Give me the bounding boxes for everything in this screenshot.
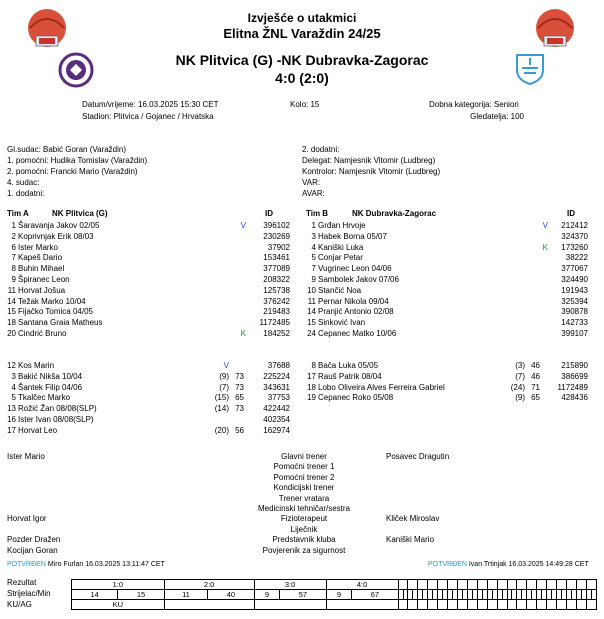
player-name: Stančić Noa xyxy=(318,285,362,295)
staff-role: Trener vratara xyxy=(278,493,330,503)
player-id: 324370 xyxy=(561,231,588,241)
player-number: 4 xyxy=(311,242,316,252)
ku-cell xyxy=(467,600,477,610)
player-name: Horvat Jošua xyxy=(18,285,66,295)
match-round: Kolo: 15 xyxy=(290,100,320,109)
player-id: 230269 xyxy=(263,231,290,241)
player-id: 422442 xyxy=(263,404,290,414)
player-name: Cindrić Bruno xyxy=(18,329,67,338)
sub-minute: 46 xyxy=(531,361,540,370)
player-name: Cepanec Matko 10/06 xyxy=(318,329,397,338)
ku-cell xyxy=(586,600,596,610)
staff-away-name: Kliček Miroslav xyxy=(386,514,440,524)
official-line: VAR: xyxy=(302,178,321,187)
scorer-cell: 9 xyxy=(326,590,352,600)
player-name: Šantek Filip 04/06 xyxy=(18,382,83,392)
player-mark: V xyxy=(223,361,229,370)
player-number: 12 xyxy=(7,361,16,370)
staff-role: Liječnik xyxy=(290,524,318,534)
player-name: Kaniški Luka xyxy=(318,242,364,252)
scorer-cell: 40 xyxy=(208,590,254,600)
player-number: 19 xyxy=(307,393,316,403)
player-name: Koprivnjak Erik 08/03 xyxy=(18,231,94,241)
player-name: Fijačko Tomica 04/05 xyxy=(18,307,93,317)
player-mark: (9) xyxy=(515,393,525,403)
result-cell xyxy=(408,580,418,590)
player-id: 153461 xyxy=(263,253,290,263)
report-title: Izvješće o utakmici xyxy=(247,11,357,25)
player-number: 18 xyxy=(7,318,16,328)
ku-cell xyxy=(566,600,576,610)
sub-minute: 65 xyxy=(531,393,540,403)
result-cell xyxy=(457,580,467,590)
player-number: 1 xyxy=(311,221,316,230)
player-number: 13 xyxy=(7,404,16,414)
ku-cell xyxy=(487,600,497,610)
stadium: Stadion: Plitvica / Gojanec / Hrvatska xyxy=(82,112,214,121)
ku-cell xyxy=(408,600,418,610)
ku-cell xyxy=(428,600,438,610)
confirm-home-label: POTVRĐEN xyxy=(7,561,46,568)
official-line: 2. pomoćni: Francki Mario (Varaždin) xyxy=(7,167,138,176)
sub-minute: 73 xyxy=(235,404,244,414)
player-mark: (14) xyxy=(214,404,229,414)
ku-cell xyxy=(497,600,507,610)
player-id: 173260 xyxy=(561,242,588,252)
player-name: Santana Graia Matheus xyxy=(18,318,103,328)
player-id: 162974 xyxy=(263,425,290,435)
result-cell xyxy=(398,580,408,590)
player-number: 9 xyxy=(311,275,316,284)
player-id: 343631 xyxy=(263,382,290,392)
player-id: 125738 xyxy=(263,285,290,295)
result-cell xyxy=(527,580,537,590)
player-id: 399107 xyxy=(561,329,588,338)
league-name: Elitna ŽNL Varaždin 24/25 xyxy=(223,26,381,41)
player-number: 7 xyxy=(311,264,316,274)
scorer-cell: 11 xyxy=(164,590,208,600)
official-line: 1. pomoćni: Hudika Tomislav (Varaždin) xyxy=(7,156,148,165)
staff-role: Povjerenik za sigurnost xyxy=(262,545,346,555)
player-number: 17 xyxy=(307,371,316,381)
player-number: 14 xyxy=(307,307,316,317)
player-number: 16 xyxy=(7,415,16,424)
official-line: 2. dodatni: xyxy=(302,145,340,154)
player-mark: K xyxy=(240,329,246,338)
ku-cell xyxy=(164,600,254,610)
staff-role: Glavni trener xyxy=(281,452,327,461)
ku-cell xyxy=(477,600,487,610)
result-cell xyxy=(477,580,487,590)
staff-away-name: Posavec Dragutin xyxy=(386,452,450,461)
row-label-ku: KU/AG xyxy=(7,600,32,609)
row-label-scorer: Strijelac/Min xyxy=(7,589,51,598)
ku-cell xyxy=(418,600,428,610)
player-id: 38222 xyxy=(565,253,588,263)
match-score: 4:0 (2:0) xyxy=(275,70,329,86)
staff-home-name: Kocijan Goran xyxy=(7,545,58,555)
player-number: 2 xyxy=(11,231,16,241)
league-logo-right xyxy=(530,6,580,54)
player-mark: V xyxy=(542,221,548,230)
player-name: Tkalčec Marko xyxy=(18,393,71,403)
scorer-cell: 9 xyxy=(254,590,280,600)
result-cell xyxy=(438,580,448,590)
league-logo-left xyxy=(22,6,72,54)
ku-cell xyxy=(457,600,467,610)
player-name: Cepanec Roko 05/08 xyxy=(318,393,394,403)
result-cell xyxy=(566,580,576,590)
player-name: Buhin Mihael xyxy=(18,264,65,274)
player-mark: (9) xyxy=(219,371,229,381)
player-name: Bakić Nikša 10/04 xyxy=(18,371,83,381)
player-number: 7 xyxy=(11,253,16,263)
result-cell xyxy=(557,580,567,590)
scorer-cell: 14 xyxy=(72,590,118,600)
scorer-cell xyxy=(591,590,596,600)
ku-cell xyxy=(517,600,527,610)
result-cell xyxy=(576,580,586,590)
ku-cell xyxy=(547,600,557,610)
ku-cell xyxy=(326,600,398,610)
player-id: 208322 xyxy=(263,275,290,284)
age-category: Dobna kategorija: Seniori xyxy=(429,100,519,109)
player-name: Težak Marko 10/04 xyxy=(18,296,86,306)
result-cell xyxy=(497,580,507,590)
player-mark: V xyxy=(240,221,246,230)
staff-home-name: Pozder Dražen xyxy=(7,535,61,545)
player-number: 18 xyxy=(307,382,316,392)
staff-role: Medicinski tehničar/sestra xyxy=(257,504,351,513)
player-name: Grđan Hrvoje xyxy=(318,221,366,230)
player-number: 9 xyxy=(11,275,16,284)
player-name: Conjar Petar xyxy=(318,253,363,263)
result-cell: 4:0 xyxy=(326,580,398,590)
player-mark: K xyxy=(542,242,548,252)
player-id: 215890 xyxy=(561,361,588,370)
scorer-cell: 67 xyxy=(352,590,398,600)
result-cell xyxy=(517,580,527,590)
player-id: 396102 xyxy=(263,221,290,230)
player-name: Sinković Ivan xyxy=(318,318,366,328)
player-name: Šaravanja Jakov 02/05 xyxy=(18,221,100,230)
result-cell xyxy=(507,580,517,590)
player-name: Bača Luka 05/05 xyxy=(318,361,379,370)
player-mark: (3) xyxy=(515,361,525,370)
player-name: Sambolek Jakov 07/06 xyxy=(318,275,399,284)
staff-home-name: Horvat Igor xyxy=(7,514,47,524)
confirm-home-text: Miro Furlan 16.03.2025 13:11:47 CET xyxy=(47,561,165,568)
ku-cell xyxy=(576,600,586,610)
player-mark: (7) xyxy=(515,371,525,381)
ku-cell: KU xyxy=(72,600,165,610)
staff-role: Kondicijski trener xyxy=(273,483,335,493)
result-cell xyxy=(547,580,557,590)
player-id: 402354 xyxy=(263,415,290,424)
player-mark: (7) xyxy=(219,382,229,392)
player-number: 11 xyxy=(307,296,316,306)
player-name: Rauš Patrik 08/04 xyxy=(318,371,382,381)
player-id: 428436 xyxy=(561,393,588,403)
team-b-label: Tim B xyxy=(306,209,329,218)
player-number: 3 xyxy=(311,231,316,241)
official-line: Gl.sudac: Babić Goran (Varaždin) xyxy=(7,145,127,154)
player-name: Horvat Leo xyxy=(18,425,58,435)
player-name: Pranjić Antonio 02/08 xyxy=(318,307,394,317)
ku-cell xyxy=(448,600,458,610)
staff-role: Predstavnik kluba xyxy=(272,535,336,545)
player-id: 37902 xyxy=(267,242,290,252)
player-id: 325394 xyxy=(561,296,588,306)
officials-right xyxy=(302,144,440,199)
player-id: 324490 xyxy=(561,275,588,284)
player-number: 5 xyxy=(311,253,316,263)
player-id: 37688 xyxy=(267,361,290,370)
match-datetime: Datum/vrijeme: 16.03.2025 15:30 CET xyxy=(82,100,219,109)
result-cell xyxy=(467,580,477,590)
player-id: 191943 xyxy=(561,285,588,295)
player-id: 225224 xyxy=(263,371,290,381)
player-id: 219483 xyxy=(263,307,290,317)
player-name: Pernar Nikola 09/04 xyxy=(318,296,389,306)
player-number: 3 xyxy=(11,371,16,381)
player-id: 1172485 xyxy=(259,318,290,328)
confirm-away-text: Ivan Trtinjak 16.03.2025 14:49:28 CET xyxy=(468,561,589,568)
sub-minute: 73 xyxy=(235,382,244,392)
sub-minute: 65 xyxy=(235,393,244,403)
player-id: 390878 xyxy=(561,307,588,317)
player-id: 1172489 xyxy=(557,382,588,392)
player-mark: (20) xyxy=(214,425,229,435)
player-name: Ister Marko xyxy=(18,242,59,252)
player-name: Rožić Žan 08/08(SLP) xyxy=(18,404,97,414)
player-number: 10 xyxy=(307,285,316,295)
result-cell: 2:0 xyxy=(164,580,254,590)
staff-role: Pomoćni trener 1 xyxy=(273,462,335,472)
ku-cell xyxy=(527,600,537,610)
player-id: 377089 xyxy=(263,264,290,274)
team-a-label: Tim A xyxy=(7,209,29,218)
ku-cell xyxy=(438,600,448,610)
confirm-home xyxy=(7,561,165,568)
result-cell xyxy=(418,580,428,590)
official-line: Kontrolor: Namjesnik Vitomir (Ludbreg) xyxy=(302,167,441,176)
result-cell xyxy=(537,580,547,590)
player-name: Kapeš Dario xyxy=(18,253,63,263)
player-number: 4 xyxy=(11,382,16,392)
result-cell: 3:0 xyxy=(254,580,326,590)
player-number: 15 xyxy=(307,318,316,328)
official-line: Delegat: Namjesnik Vitomir (Ludbreg) xyxy=(302,156,436,165)
ku-cell xyxy=(557,600,567,610)
player-name: Vugrinec Leon 04/06 xyxy=(318,264,392,274)
sub-minute: 73 xyxy=(235,371,244,381)
player-id: 212412 xyxy=(561,221,588,230)
player-number: 14 xyxy=(7,296,16,306)
ku-cell xyxy=(537,600,547,610)
scorer-cell: 15 xyxy=(118,590,164,600)
team-a-name: NK Plitvica (G) xyxy=(52,209,108,218)
player-number: 17 xyxy=(7,425,16,435)
row-label-result: Rezultat xyxy=(7,578,37,587)
sub-minute: 71 xyxy=(531,382,540,392)
player-name: Lobo Oliveira Alves Ferreira Gabriel xyxy=(318,382,445,392)
player-id: 386699 xyxy=(561,371,588,381)
home-club-crest xyxy=(58,52,94,88)
spectators: Gledatelja: 100 xyxy=(470,112,524,121)
player-number: 8 xyxy=(11,264,16,274)
away-club-crest xyxy=(514,52,546,86)
player-id: 37753 xyxy=(267,393,290,403)
score-grid xyxy=(71,579,597,610)
result-cell xyxy=(586,580,596,590)
staff-away-name: Kaniški Mario xyxy=(386,535,435,545)
officials-left xyxy=(7,144,147,199)
official-line: 1. dodatni: xyxy=(7,189,45,198)
ku-cell xyxy=(507,600,517,610)
ku-cell xyxy=(398,600,408,610)
official-line: 4. sudac: xyxy=(7,178,40,187)
player-number: 6 xyxy=(11,242,16,252)
player-mark: (24) xyxy=(510,382,525,392)
player-number: 15 xyxy=(7,307,16,317)
player-number: 5 xyxy=(11,393,16,403)
confirm-away-label: POTVRĐEN xyxy=(428,561,467,568)
scorer-cell: 57 xyxy=(280,590,326,600)
staff-role: Fizioterapeut xyxy=(280,514,328,524)
sub-minute: 56 xyxy=(235,425,244,435)
player-id: 377067 xyxy=(561,264,588,274)
player-number: 11 xyxy=(7,285,16,295)
team-a-id-header: ID xyxy=(265,209,273,218)
ku-cell xyxy=(254,600,326,610)
result-cell xyxy=(448,580,458,590)
confirm-away xyxy=(428,561,589,568)
staff-home-name: Ister Mario xyxy=(7,452,45,461)
player-name: Kos Marin xyxy=(18,361,55,370)
player-id: 376242 xyxy=(263,296,290,306)
player-number: 24 xyxy=(307,329,316,338)
player-number: 20 xyxy=(7,329,16,338)
result-cell xyxy=(428,580,438,590)
result-cell: 1:0 xyxy=(72,580,165,590)
result-cell xyxy=(487,580,497,590)
player-number: 8 xyxy=(311,361,316,370)
player-id: 142733 xyxy=(561,318,588,328)
match-title: NK Plitvica (G) -NK Dubravka-Zagorac xyxy=(175,52,429,68)
player-name: Habek Borna 05/07 xyxy=(318,231,387,241)
team-b-name: NK Dubravka-Zagorac xyxy=(352,209,437,218)
team-b-id-header: ID xyxy=(567,209,575,218)
staff-role: Pomoćni trener 2 xyxy=(273,472,335,482)
player-mark: (15) xyxy=(214,393,229,403)
player-name: Špiranec Leon xyxy=(18,275,70,284)
sub-minute: 46 xyxy=(531,371,540,381)
official-line: AVAR: xyxy=(302,189,325,198)
player-number: 1 xyxy=(11,221,16,230)
player-name: Ister Ivan 08/08(SLP) xyxy=(18,415,94,424)
player-id: 184252 xyxy=(263,329,290,338)
